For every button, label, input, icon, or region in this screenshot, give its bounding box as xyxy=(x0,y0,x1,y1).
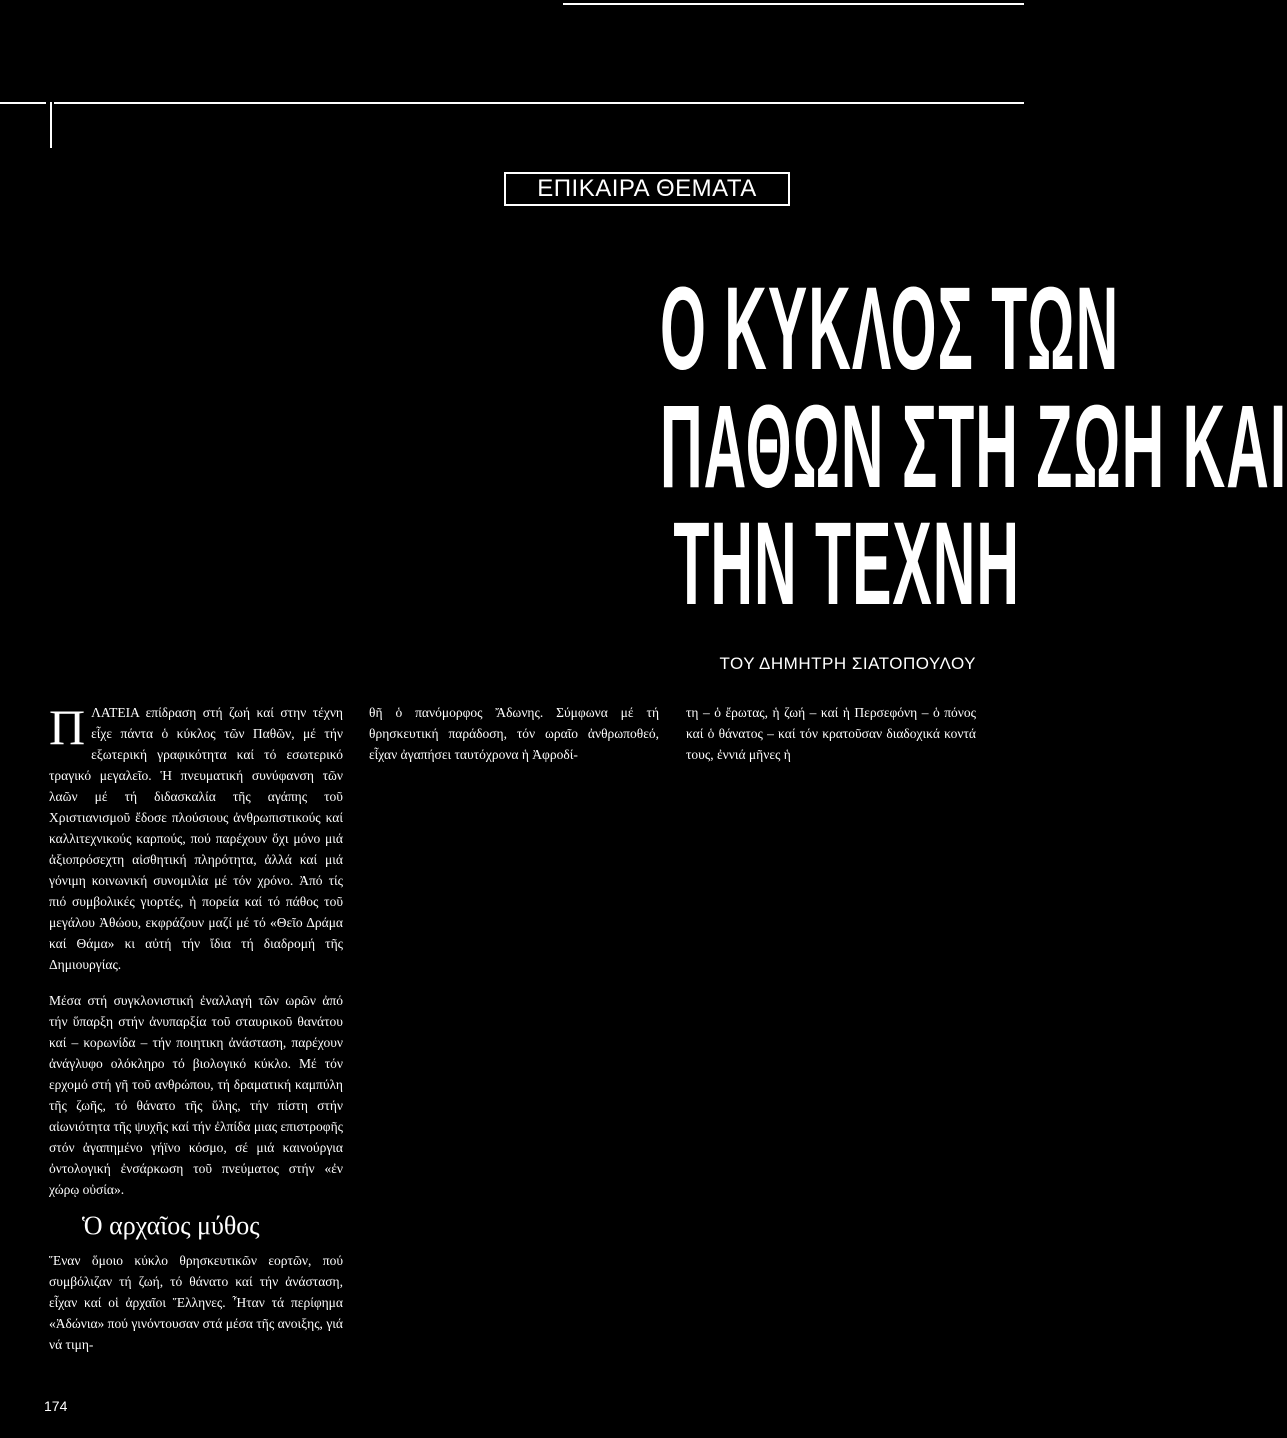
section-tag: ΕΠΙΚΑΙΡΑ ΘΕΜΑΤΑ xyxy=(504,172,790,206)
article-column-3: τη – ὁ ἔρωτας, ἡ ζωή – καί ἡ Περσεφόνη – ὁ πόνος καί ὁ θάνατος – καί τόν κρατοῦσαν διαδοχικά κοντά τους, ἐννιά μῆνες ἡ xyxy=(686,705,976,762)
headline-line-3: ΤΗΝ ΤΕΧΝΗ xyxy=(673,498,1020,630)
byline: ΤΟΥ ΔΗΜΗΤΡΗ ΣΙΑΤΟΠΟΥΛΟΥ xyxy=(719,654,976,673)
article-column-1 xyxy=(49,699,343,975)
drop-cap: Π xyxy=(49,699,86,755)
top-rule xyxy=(563,3,1024,5)
article-paragraph-3: Ἕναν ὅμοιο κύκλο θρησκευτικῶν εορτῶν, πού συμβόλιζαν τή ζωή, τό θάνατο καί τήν ἀνάσταση, εἶχαν καί οἱ ἀρχαῖοι Ἕλληνες. Ἦταν τά περίφημα «Ἀδώνια» πού γινόντουσαν στά μέσα τῆς ανοιξης, γιά νά τιμη- xyxy=(49,1253,343,1352)
header-rule xyxy=(54,102,1024,104)
intro-paragraph: ΠΛΑΤΕΙΑ επίδραση στή ζωή καί στην τέχνη εἶχε πάντα ὁ κύκλος τῶν Παθῶν, μέ τήν εξωτερική γραφικότητα καί τό εσωτερικό τραγικό μεγαλεῖο. Ἡ πνευματική συνύφανση τῶν λαῶν μέ τή διδασκαλία τῆς αγάπης τοῦ Χριστιανισμοῦ ἔδοσε πλούσιους ἀνθρωπιστικούς καί καλλιτεχνικούς καρπούς, πού παρέχουν ὄχι μόνο μιά ἀξιοπρόσεχτη αἰσθητική πληρότητα, ἀλλά καί μιά γόνιμη κοινωνική συνομιλία μέ τόν χρόνο. Ἀπό τίς πιό συμβολικές γιορτές, ἡ πορεία καί τό πάθος τοῦ μεγάλου Ἀθώου, εκφράζουν μαζί μέ τό «Θεῖο Δράμα καί Θάμα» κι αὐτή τήν ἴδια τή διαδρομή τῆς Δημιουργίας. xyxy=(49,699,343,972)
article-paragraph-2: Μέσα στή συγκλονιστική ἐναλλαγή τῶν ωρῶν ἀπό τήν ὕπαρξη στήν ἀνυπαρξία τοῦ σταυρικοῦ θανάτου καί – κορωνίδα – τήν ποιητικη ἀνάσταση, παρέχουν ἀνάγλυφο ολόκληρο τό βιολογικό κύκλο. Μέ τόν ερχομό στή γῆ τοῦ ανθρώπου, τή δραματική καμπύλη τῆς ζωῆς, τό θάνατο τῆς ὕλης, τήν πίστη στήν αἰωνιότητα τῆς ψυχῆς καί τήν ἐλπίδα μιας επιστροφῆς στόν ἀγαπημένο γήϊνο κόσμο, σέ μιά καινούργια ὀντολογική ἐνσάρκωση τοῦ πνεύματος στήν «ἐν χώρῳ οὐσία». xyxy=(49,993,343,1197)
page-number: 174 xyxy=(44,1398,68,1414)
headline-line-2: ΠΑΘΩΝ ΣΤΗ ΖΩΗ ΚΑΙ xyxy=(660,381,1287,513)
article-column-2: θῆ ὁ πανόμορφος Ἄδωνης. Σύμφωνα μέ τή θρησκευτική παράδοση, τόν ωραῖο ἀνθρωποθεό, εἶχαν ἀγαπήσει ταυτόχρονα ἡ Ἀφροδί- xyxy=(369,705,659,762)
subheading: Ὁ αρχαῖος μύθος xyxy=(82,1211,260,1240)
headline-line-1: Ο ΚΥΚΛΟΣ ΤΩΝ xyxy=(660,263,1120,395)
header-rule-left xyxy=(0,102,46,104)
header-rule-vertical xyxy=(50,102,52,148)
